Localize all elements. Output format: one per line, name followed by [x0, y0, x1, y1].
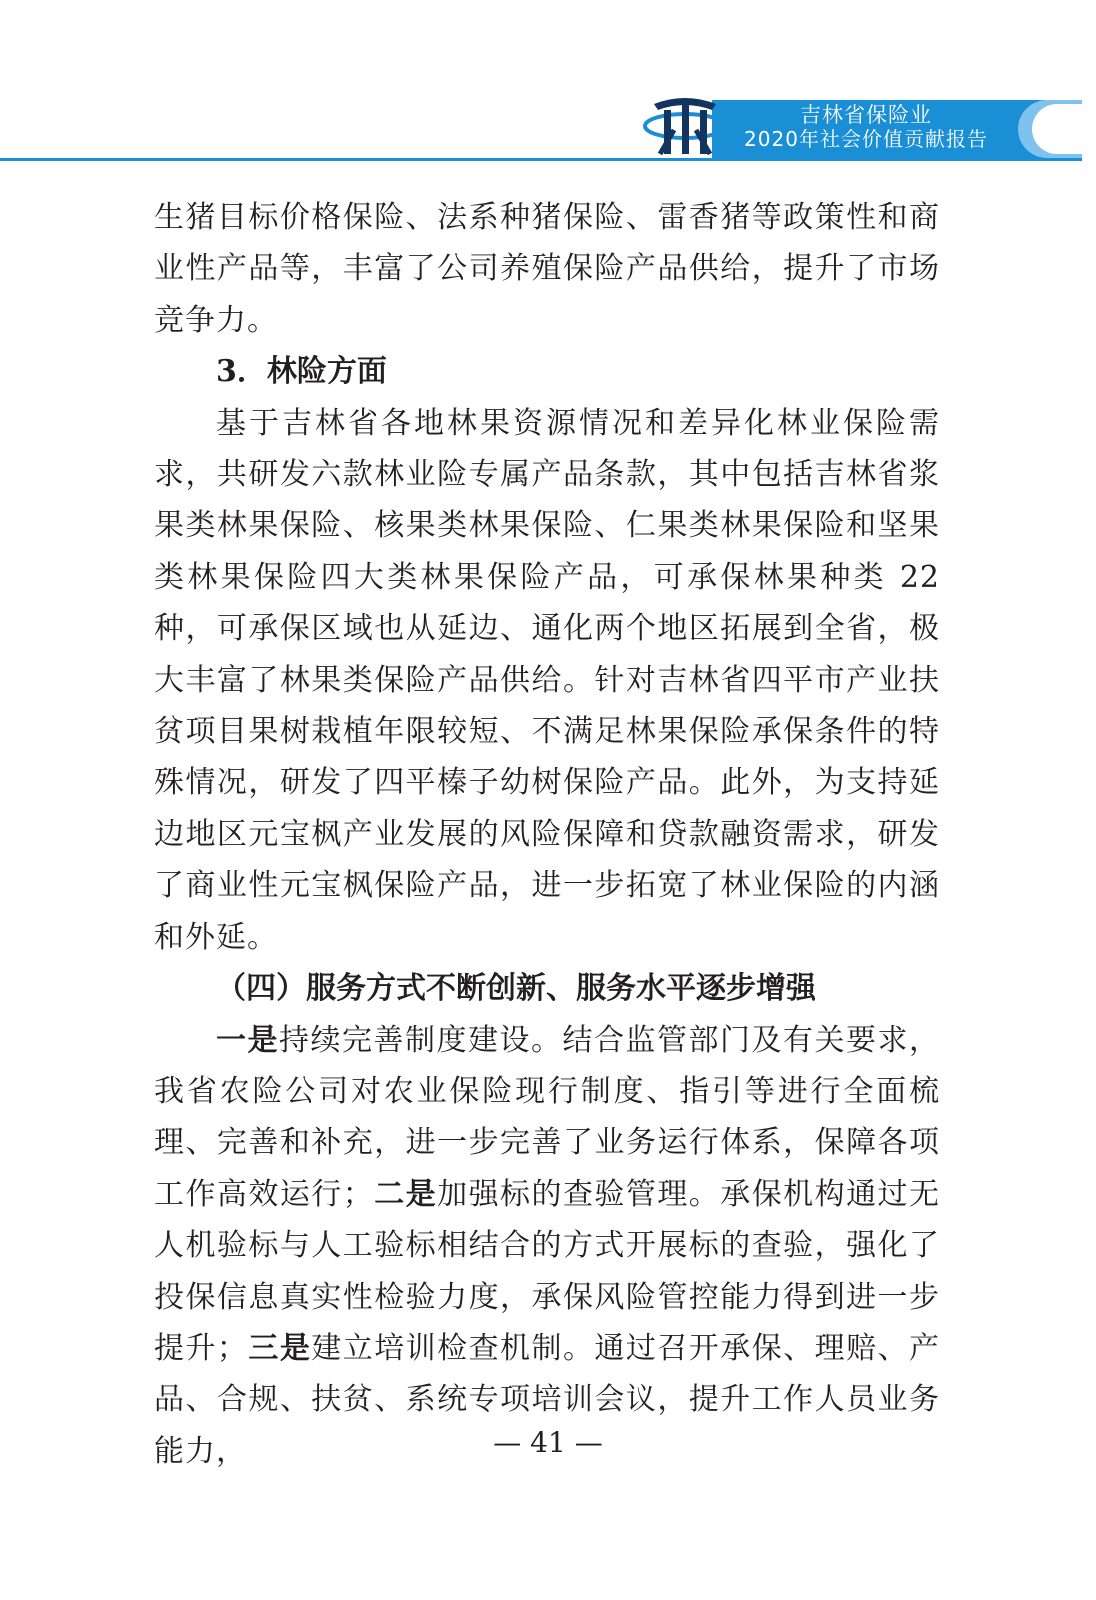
page-header: [0, 0, 1096, 165]
section-heading-service-innovation: （四）服务方式不断创新、服务水平逐步增强: [216, 971, 816, 1007]
report-title: [716, 103, 1016, 151]
page-body: [154, 192, 940, 1477]
lead-first: 一是: [216, 1022, 279, 1058]
header-banner-tab-cutout: [1032, 104, 1082, 154]
section-heading-forest-insurance: 3．林险方面: [216, 354, 387, 390]
paragraph-livestock-continued: 生猪目标价格保险、法系种猪保险、雷香猪等政策性和商业性产品等，丰富了公司养殖保险产品供给，提升了市场竞争力。: [154, 200, 940, 338]
paragraph-service-measures: [154, 1015, 940, 1478]
paragraph-forest-insurance: 基于吉林省各地林果资源情况和差异化林业保险需求，共研发六款林业险专属产品条款，其中包括吉林省浆果类林果保险、核果类林果保险、仁果类林果保险和坚果类林果保险四大类林果保险产品，可承保林果种类 22 种，可承保区域也从延边、通化两个地区拓展到全省，极大丰富了林果类保险产品供给。针对吉林省四平市产业扶贫项目果树栽植年限较短、不满足林果保险承保条件的特殊情况，研发了四平榛子幼树保险产品。此外，为支持延边地区元宝枫产业发展的风险保障和贷款融资需求，研发了商业性元宝枫保险产品，进一步拓宽了林业保险的内涵和外延。: [154, 405, 940, 955]
report-title-line1: 吉林省保险业: [800, 103, 932, 127]
text-third: 建立培训检查机制。通过召开承保、理赔、产品、合规、扶贫、系统专项培训会议，提升工作人员业务能力，: [154, 1330, 941, 1469]
report-title-line2: 2020年社会价值贡献报告: [744, 127, 988, 151]
lead-third: 三是: [247, 1330, 312, 1366]
text-first: 持续完善制度建设。结合监管部门及有关要求，我省农险公司对农业保险现行制度、指引等进行全面梳理、完善和补充，进一步完善了业务运行体系，保障各项工作高效运行；: [154, 1022, 940, 1212]
page-number: — 41 —: [493, 1426, 603, 1459]
text-second: 加强标的查验管理。承保机构通过无人机验标与人工验标相结合的方式开展标的查验，强化了投保信息真实性检验力度，承保风险管控能力得到进一步提升；: [154, 1176, 940, 1366]
lead-second: 二是: [373, 1176, 438, 1212]
header-rule: [0, 158, 1082, 161]
